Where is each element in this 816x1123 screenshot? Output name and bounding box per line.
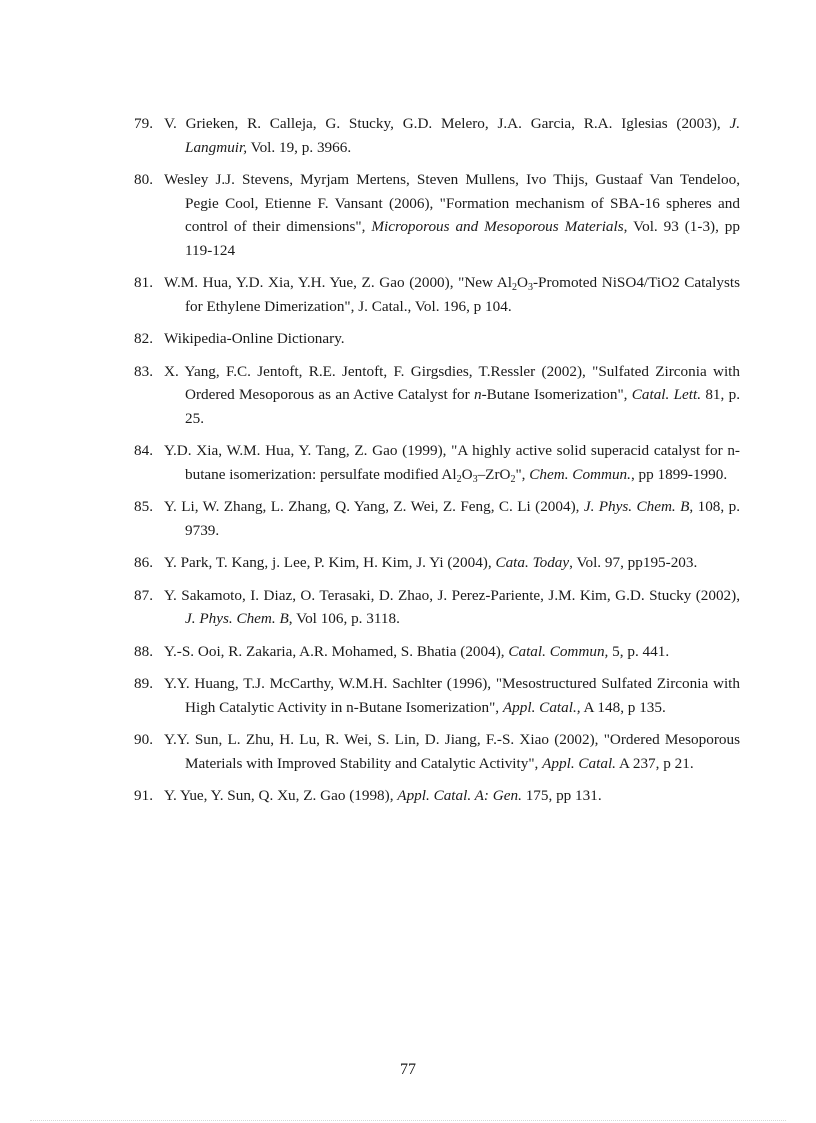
citation-text: , 108, p. 9739. xyxy=(185,498,740,539)
reference-text xyxy=(164,442,740,483)
reference-text xyxy=(164,115,740,156)
italic-citation-text: Microporous and Mesoporous Materials xyxy=(371,218,624,235)
citation-text: Y. Yue, Y. Sun, Q. Xu, Z. Gao (1998), xyxy=(164,787,398,804)
reference-number: 82. xyxy=(134,330,153,347)
citation-text: Y.-S. Ooi, R. Zakaria, A.R. Mohamed, S. Bhatia (2004), xyxy=(164,642,509,660)
citation-text: Y.Y. Sun, L. Zhu, H. Lu, R. Wei, S. Lin, D. Jiang, F.-S. Xiao (2002), "Ordered Mesoporous Materials with Improved Stability and Catalytic Activity", xyxy=(164,731,740,772)
subscript: 3 xyxy=(527,282,533,293)
italic-citation-text: Appl. Catal., xyxy=(502,698,581,716)
reference-number: 83. xyxy=(134,362,153,380)
reference-number: 87. xyxy=(134,586,153,604)
reference-entry xyxy=(134,584,740,631)
italic-citation-text: n xyxy=(474,386,482,403)
italic-citation-text: Catal. Lett. xyxy=(631,386,702,403)
reference-entry xyxy=(134,551,740,575)
reference-text xyxy=(164,787,602,804)
citation-text: -Promoted NiSO4/TiO2 Catalysts for Ethylene Dimerization", J. Catal., Vol. 196, p 104. xyxy=(185,274,740,315)
reference-number: 90. xyxy=(134,731,153,748)
reference-text xyxy=(164,731,740,772)
citation-text: V. Grieken, R. Calleja, G. Stucky, G.D. Melero, J.A. Garcia, R.A. Iglesias (2003), xyxy=(164,115,730,132)
citation-text: 175, pp 131. xyxy=(521,787,602,804)
reference-text xyxy=(164,274,740,315)
reference-text xyxy=(164,330,345,347)
citation-text: –ZrO xyxy=(477,465,511,483)
citation-text: Wesley J.J. Stevens, Myrjam Mertens, Steven Mullens, Ivo Thijs, Gustaaf Van Tendeloo, Pegie Cool, Etienne F. Vansant (2006), "Formation mechanism of SBA-16 spheres and control of their dimensions", xyxy=(164,171,740,235)
citation-text: Wikipedia-Online Dictionary. xyxy=(164,330,345,347)
reference-entry xyxy=(134,640,740,664)
reference-number: 81. xyxy=(134,274,153,291)
subscript: 3 xyxy=(472,473,478,485)
reference-number: 80. xyxy=(134,171,153,188)
italic-citation-text: Appl. Catal. xyxy=(542,754,616,772)
reference-text xyxy=(164,554,697,571)
citation-text: Y.D. Xia, W.M. Hua, Y. Tang, Z. Gao (1999), "A highly active solid superacid catalyst for n-butane isomerization: persulfate modified Al xyxy=(164,442,740,483)
reference-text xyxy=(164,498,740,539)
reference-entry xyxy=(134,728,740,775)
citation-text: Y. Li, W. Zhang, L. Zhang, Q. Yang, Z. Wei, Z. Feng, C. Li (2004), xyxy=(164,498,584,515)
citation-text: Vol. 19, p. 3966. xyxy=(247,138,352,156)
citation-text: Y. Park, T. Kang, j. Lee, P. Kim, H. Kim, J. Yi (2004), xyxy=(164,554,496,571)
reference-number: 79. xyxy=(134,115,153,132)
reference-entry xyxy=(134,360,740,431)
citation-text: , Vol. 93 (1-3), pp 119-124 xyxy=(185,218,740,259)
reference-number: 86. xyxy=(134,554,153,571)
reference-entry xyxy=(134,168,740,262)
italic-citation-text: J. Phys. Chem. B xyxy=(583,498,690,515)
reference-number: 85. xyxy=(134,498,153,515)
citation-text: ", xyxy=(515,465,530,483)
subscript: 2 xyxy=(512,282,517,293)
reference-list xyxy=(134,112,740,817)
reference-entry xyxy=(134,784,740,808)
citation-text: , Vol. 97, pp195-203. xyxy=(569,554,698,571)
italic-citation-text: J. Phys. Chem. B xyxy=(185,610,289,627)
reference-text xyxy=(164,587,740,628)
reference-entry xyxy=(134,495,740,542)
reference-entry xyxy=(134,327,740,351)
reference-number: 88. xyxy=(134,642,153,660)
reference-text xyxy=(164,643,669,660)
citation-text: W.M. Hua, Y.D. Xia, Y.H. Yue, Z. Gao (2000), "New Al xyxy=(164,274,512,291)
italic-citation-text: Catal. Commun, xyxy=(508,642,609,660)
citation-text: X. Yang, F.C. Jentoft, R.E. Jentoft, F. Girgsdies, T.Ressler (2002), "Sulfated Zirconia with Ordered Mesoporous as an Active Catalyst for xyxy=(164,362,740,403)
subscript: 2 xyxy=(456,473,462,485)
reference-text xyxy=(164,363,740,427)
citation-text: Y. Sakamoto, I. Diaz, O. Terasaki, D. Zhao, J. Perez-Pariente, J.M. Kim, G.D. Stucky (2002), xyxy=(164,586,740,604)
italic-citation-text: Appl. Catal. A: Gen. xyxy=(397,787,522,804)
reference-text xyxy=(164,171,740,259)
reference-text xyxy=(164,675,740,716)
italic-citation-text: Chem. Commun. xyxy=(529,465,631,483)
italic-citation-text: Cata. Today xyxy=(495,554,570,571)
reference-entry xyxy=(134,672,740,719)
citation-text: O xyxy=(517,274,528,291)
page-footer-divider xyxy=(30,1120,786,1121)
reference-number: 84. xyxy=(134,442,153,459)
citation-text: -Butane Isomerization", xyxy=(481,386,632,403)
citation-text: A 148, p 135. xyxy=(580,698,666,716)
citation-text: O xyxy=(461,465,473,483)
citation-text: , Vol 106, p. 3118. xyxy=(288,610,400,627)
reference-number: 91. xyxy=(134,787,153,804)
citation-text: 81, p. 25. xyxy=(185,386,741,427)
subscript: 2 xyxy=(510,473,516,485)
reference-entry xyxy=(134,271,740,318)
citation-text: A 237, p 21. xyxy=(615,754,694,772)
italic-citation-text: J. Langmuir, xyxy=(185,115,740,156)
citation-text: Y.Y. Huang, T.J. McCarthy, W.M.H. Sachlter (1996), "Mesostructured Sulfated Zirconia with High Catalytic Activity in n-Butane Isomerization", xyxy=(164,675,740,716)
reference-entry xyxy=(134,112,740,159)
page-number: 77 xyxy=(400,1061,416,1078)
reference-entry xyxy=(134,439,740,486)
citation-text: 5, p. 441. xyxy=(608,642,670,660)
citation-text: , pp 1899-1990. xyxy=(630,465,728,483)
reference-number: 89. xyxy=(134,675,153,692)
